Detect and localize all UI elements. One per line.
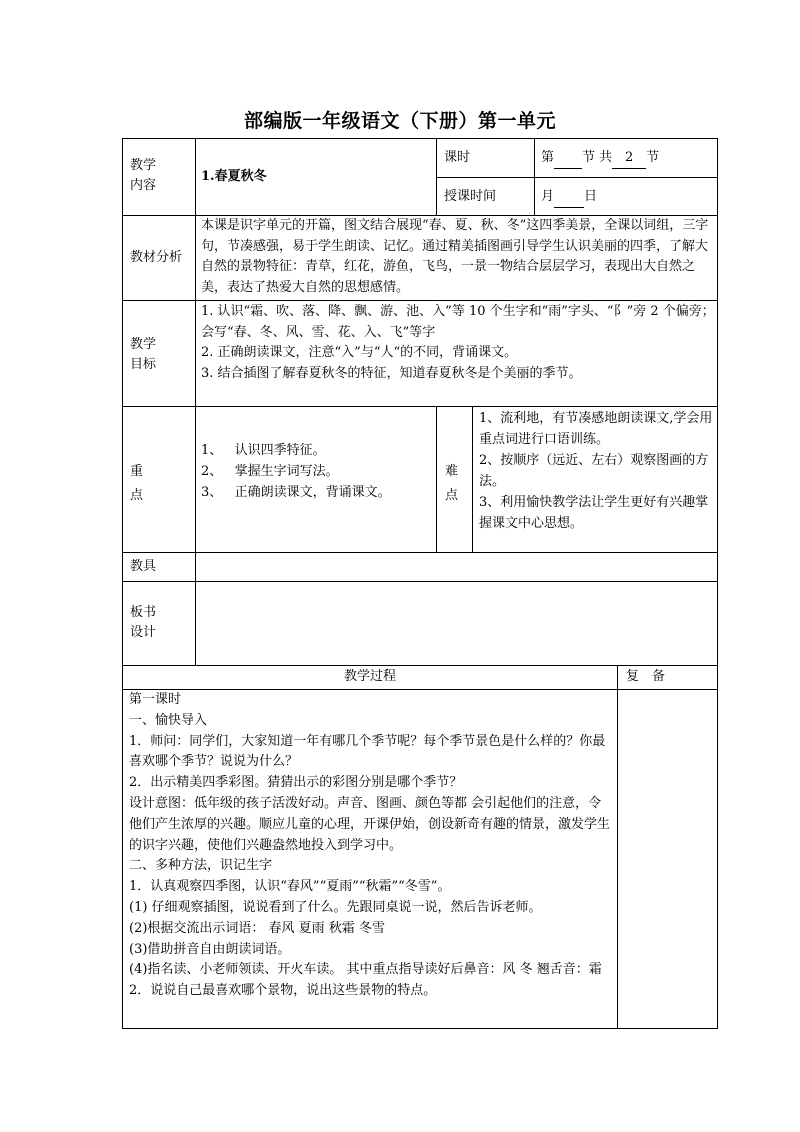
review-header: 复 备	[626, 669, 666, 684]
objective-item: 2. 正确朗读课文，注意“入”与“人“的不同，背诵课文。	[201, 345, 518, 360]
content-label: 教学 内容	[130, 158, 157, 193]
class-hours-label: 课时	[444, 150, 471, 165]
difficult-point-item: 2、按顺序（远近、左右）观察图画的方法。	[479, 453, 709, 489]
process-line: (2)根据交流出示词语： 春风 夏雨 秋霜 冬雪	[129, 920, 385, 936]
process-line: 设计意图：低年级的孩子活泼好动。声音、图画、颜色等都 会引起他们的注意，令他们产生浓厚的兴趣。顺应儿童的心理，开课伊始，创设新奇有趣的情景，激发学生的识字兴趣，使他们兴趣盎然地投入到学习中。	[129, 795, 611, 853]
objectives-list	[201, 302, 715, 384]
page-title: 部编版一年级语文（下册）第一单元	[243, 110, 556, 132]
class-hours-value: 第 节 共 2 节	[541, 148, 713, 169]
process-line: 2．说说自己最喜欢哪个景物，说出这些景物的特点。	[129, 983, 437, 999]
process-header: 教学过程	[343, 669, 396, 684]
process-line: 第一课时	[129, 692, 182, 707]
teach-time-label: 授课时间	[444, 189, 497, 204]
key-points-label: 重 点	[130, 464, 144, 503]
analysis-label: 教材分析	[130, 250, 183, 265]
process-line: 1．认真观察四季图，认识“春风”“夏雨”“秋霜”“冬雪”。	[129, 879, 451, 895]
lesson-name: 1.春夏秋冬	[201, 169, 267, 184]
process-body	[129, 690, 613, 1002]
process-line: (1) 仔细观察插图，说说看到了什么。先跟同桌说一说，然后告诉老师。	[129, 899, 542, 915]
process-line: (4)指名读、小老师领读、开火车读。 其中重点指导读好后鼻音：风 冬 翘舌音：霜	[129, 962, 602, 978]
process-line: 1．师问：同学们，大家知道一年有哪几个季节呢？每个季节景色是什么样的？你最喜欢哪个季节？说说为什么？	[129, 733, 606, 770]
difficult-point-item: 1、流利地，有节凑感地朗读课文,学会用重点词进行口语训练。	[479, 411, 713, 447]
board-label: 板书 设计	[130, 605, 157, 640]
key-point-item: 1、 认识四季特征。	[201, 443, 326, 458]
key-point-item: 3、 正确朗读课文，背诵课文。	[201, 485, 391, 500]
process-line: 2．出示精美四季彩图。猜猜出示的彩图分别是哪个季节？	[129, 775, 463, 791]
difficult-point-item: 3、利用愉快教学法让学生更好有兴趣掌握课文中心思想。	[479, 495, 709, 531]
process-line: (3)借助拼音自由朗读词语。	[129, 941, 291, 957]
key-point-item: 2、 掌握生字词写法。	[201, 464, 339, 479]
difficult-points-label: 难 点	[445, 464, 459, 503]
tools-label: 教具	[130, 559, 157, 574]
class-hours-total: 2	[612, 148, 646, 169]
key-points-list	[201, 440, 433, 503]
difficult-points-list	[479, 408, 715, 534]
objective-item: 1. 认识“霜、吹、落、降、飘、游、池、入”等 10 个生字和“雨”字头、“阝”旁 2 个偏旁；会写“春、冬、风、雪、花、入、飞”等字	[201, 304, 715, 340]
process-line: 一、愉快导入	[129, 712, 208, 728]
objective-item: 3. 结合插图了解春夏秋冬的特征，知道春夏秋冬是个美丽的季节。	[201, 365, 582, 381]
teach-time-value: 月 日	[541, 187, 713, 208]
analysis-text: 本课是识字单元的开篇，图文结合展现“春、夏、秋、冬”这四季美景，全课以词组，三字句，节凑感强，易于学生朗读、记忆。通过精美插图画引导学生认识美丽的四季，了解大自然的景物特征：青草，红花，游鱼，飞鸟，一景一物结合层层学习，表现出大自然之美，表达了热爱大自然的思想感情。	[201, 218, 709, 295]
objectives-label: 教学 目标	[130, 337, 157, 372]
process-line: 二、多种方法，识记生字	[129, 858, 273, 874]
